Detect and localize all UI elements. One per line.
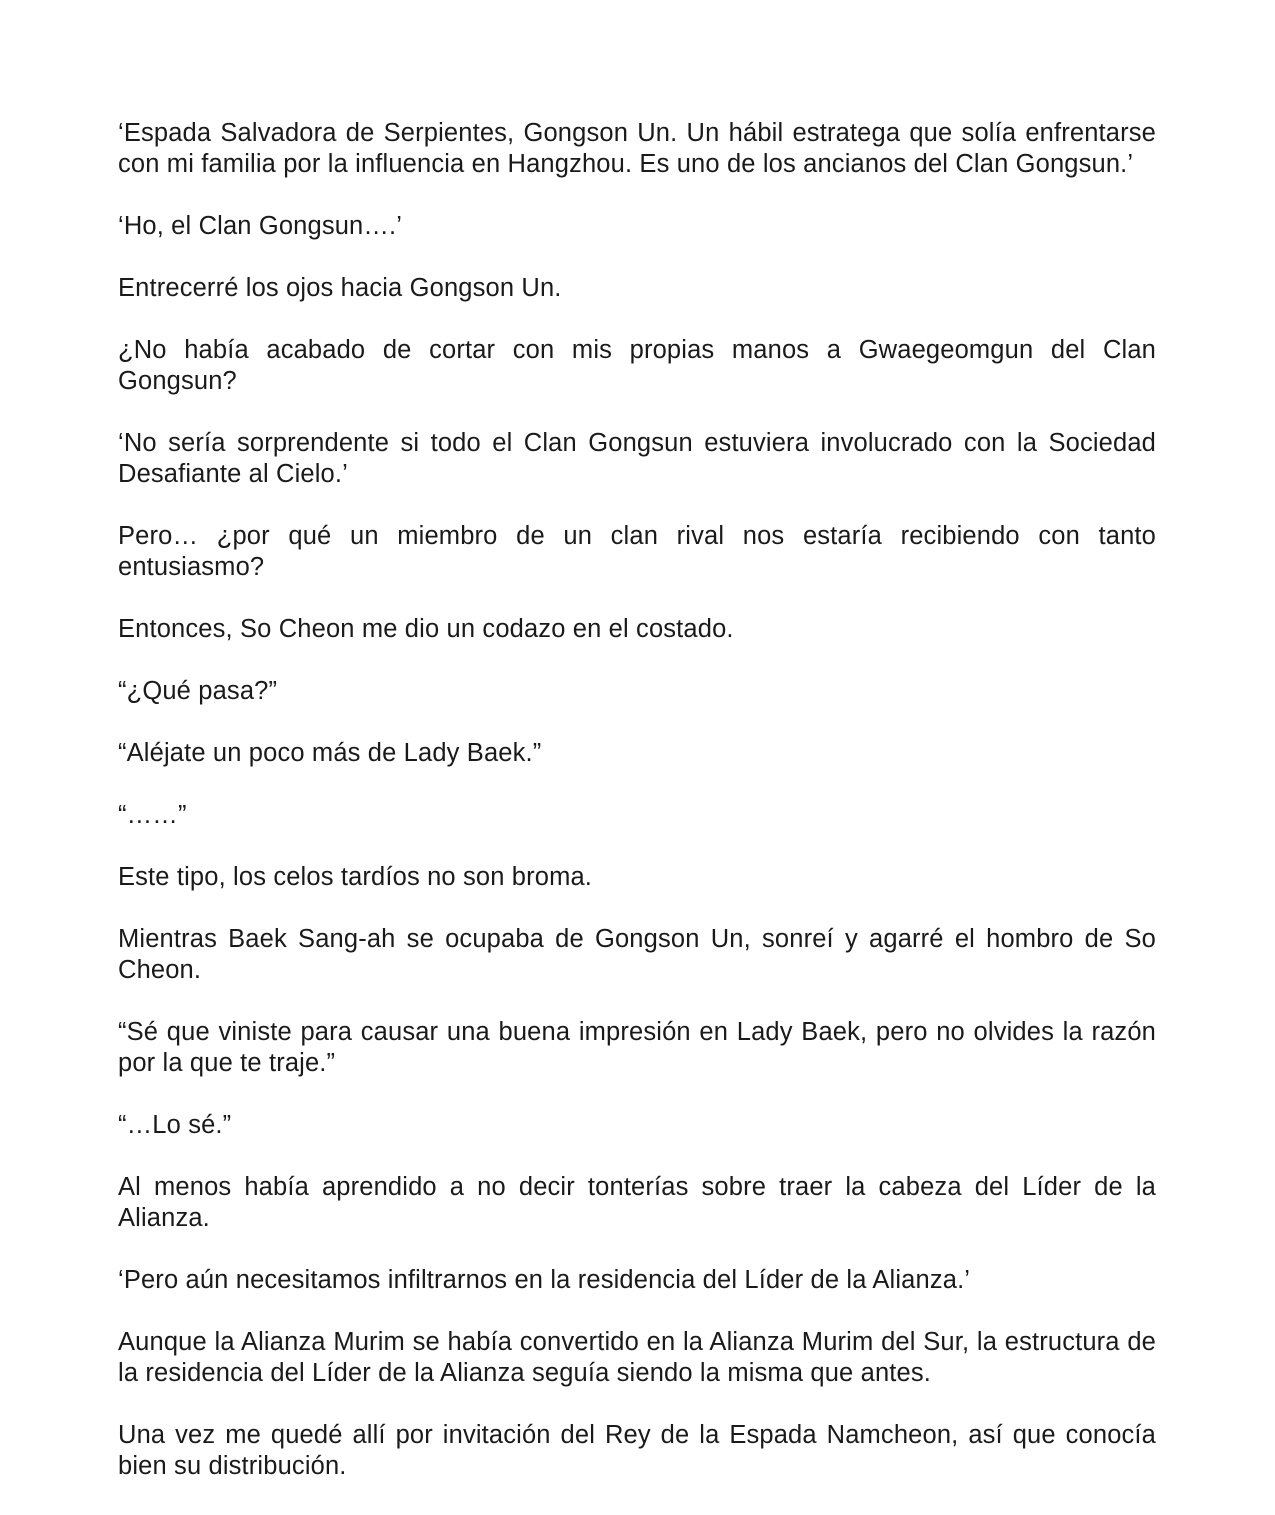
paragraph: Entrecerré los ojos hacia Gongson Un. (118, 274, 562, 302)
paragraph: ‘Ho, el Clan Gongsun….’ (118, 212, 403, 240)
paragraph: ¿No había acabado de cortar con mis propias manos a Gwaegeomgun del Clan Gongsun? (118, 336, 1156, 395)
paragraph: “…Lo sé.” (118, 1111, 232, 1139)
paragraph: ‘Pero aún necesitamos infiltrarnos en la residencia del Líder de la Alianza.’ (118, 1266, 971, 1294)
paragraph: Al menos había aprendido a no decir tonterías sobre traer la cabeza del Líder de la Alianza. (118, 1173, 1156, 1232)
paragraph: Pero… ¿por qué un miembro de un clan rival nos estaría recibiendo con tanto entusiasmo? (118, 522, 1156, 581)
paragraph: “……” (118, 801, 187, 829)
paragraph: Entonces, So Cheon me dio un codazo en el costado. (118, 615, 734, 643)
paragraph: Mientras Baek Sang-ah se ocupaba de Gongson Un, sonreí y agarré el hombro de So Cheon. (118, 925, 1156, 984)
paragraph: Una vez me quedé allí por invitación del Rey de la Espada Namcheon, así que conocía bien su distribución. (118, 1421, 1156, 1480)
paragraph: ‘Espada Salvadora de Serpientes, Gongson Un. Un hábil estratega que solía enfrentarse con mi familia por la influencia en Hangzhou. Es uno de los ancianos del Clan Gongsun.’ (118, 119, 1156, 178)
paragraph: “¿Qué pasa?” (118, 677, 278, 705)
paragraph: Aunque la Alianza Murim se había convertido en la Alianza Murim del Sur, la estructura de la residencia del Líder de la Alianza seguía siendo la misma que antes. (118, 1328, 1156, 1387)
paragraph: “Sé que viniste para causar una buena impresión en Lady Baek, pero no olvides la razón por la que te traje.” (118, 1018, 1156, 1077)
paragraph: ‘No sería sorprendente si todo el Clan Gongsun estuviera involucrado con la Sociedad Desafiante al Cielo.’ (118, 429, 1156, 488)
paragraph: “Aléjate un poco más de Lady Baek.” (118, 739, 542, 767)
paragraph: Este tipo, los celos tardíos no son broma. (118, 863, 593, 891)
document-page (118, 118, 1156, 1513)
